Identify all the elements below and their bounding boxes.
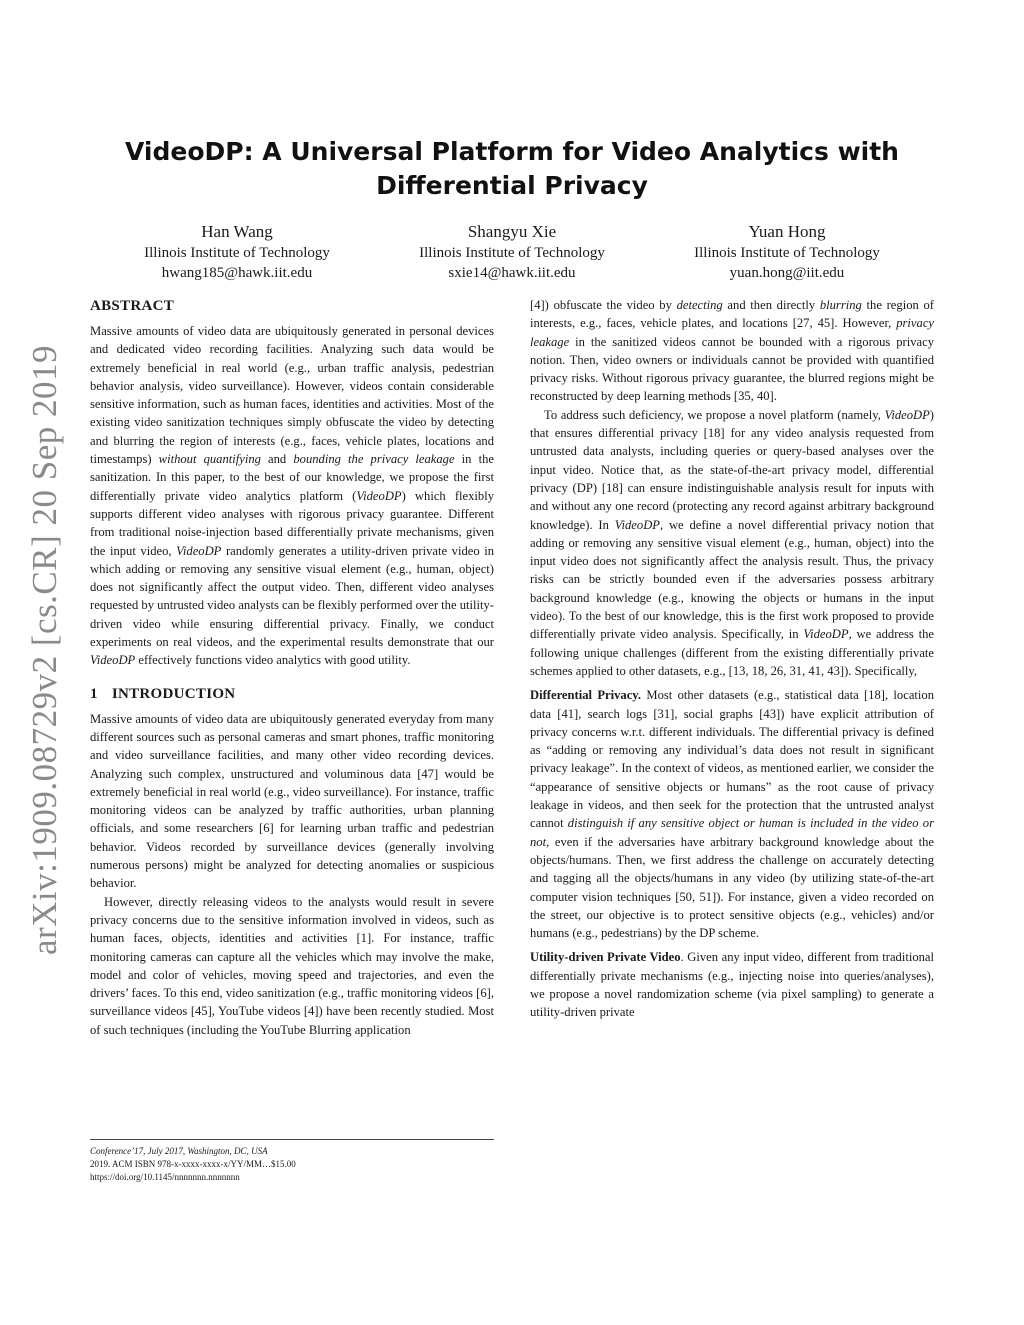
footnote — [90, 1145, 494, 1184]
right-column — [530, 296, 934, 1022]
abstract-paragraph: Massive amounts of video data are ubiquitously generated in personal devices and dedicated video recording facilities. Analyzing such data would be extremely beneficial in real world (e.g., urban traffic analysis, pedestrian behavior analysis, video surveillance). However, videos contain considerable sensitive information, such as human faces, identities and activities. Most of the existing video sanitization techniques simply obfuscate the video by detecting and blurring the region of interests (e.g., faces, vehicle plates, locations and timestamps) without quantifying and bounding the privacy leakage in the sanitization. In this paper, to the best of our knowledge, we propose the first differentially private video analytics platform (VideoDP) which flexibly supports different video analyses with rigorous privacy guarantee. Different from traditional noise-injection based differentially private mechanisms, given the input video, VideoDP randomly generates a utility-driven private video in which adding or removing any sensitive visual element (e.g., human, object) does not significantly affect the output video. Then, different video analyses requested by untrusted video analysts can be flexibly performed over the utility-driven video while ensuring differential privacy. Finally, we conduct experiments on real videos, and the experimental results demonstrate that our VideoDP effectively functions video analytics with good utility. — [90, 324, 494, 668]
author-1 — [107, 221, 367, 283]
author-email: sxie14@hawk.iit.edu — [448, 265, 576, 281]
section-title: INTRODUCTION — [111, 685, 236, 702]
author-name: Yuan Hong — [748, 222, 826, 241]
author-email: hwang185@hawk.iit.edu — [161, 265, 313, 281]
author-name: Han Wang — [201, 222, 273, 241]
differential-privacy-paragraph: Differential Privacy. Most other datasets (e.g., statistical data [18], location data [41], search logs [31], social graphs [43]) have explicit attribution of privacy concerns w.r.t. different individuals. The differential privacy is defined as “adding or removing any individual’s data does not result in significant privacy leakage”. In the context of videos, as mentioned earlier, we consider the “appearance of sensitive objects or humans” as the root cause of privacy leakage in videos, and then seek for the protection that the untrusted analyst cannot distinguish if any sensitive object or human is included in the video or not, even if the adversaries have arbitrary background knowledge about the objects/humans. Then, we first address the challenge on accurately detecting and tagging all the objects/humans in any video (by utilizing state-of-the-art computer vision techniques [50, 51]). For instance, given a video recorded on the street, our objective is to protect sensitive objects (e.g., vehicles) and/or humans (e.g., pedestrians) by the DP scheme. — [530, 688, 934, 941]
footnote-divider — [90, 1139, 494, 1140]
author-affiliation: Illinois Institute of Technology — [694, 245, 880, 261]
author-3 — [657, 221, 917, 283]
author-email: yuan.hong@iit.edu — [729, 265, 845, 281]
arxiv-stamp-text: arXiv:1909.08729v2 [cs.CR] 20 Sep 2019 — [25, 344, 64, 956]
section-number: 1 — [90, 685, 98, 702]
intro-paragraph-1: Massive amounts of video data are ubiquitously generated everyday from many different sources such as personal cameras and smart phones, traffic monitoring and video surveillance facilities, and many other video recording devices. Analyzing such complex, unstructured and voluminous data [47] would be extremely beneficial in real world (e.g., video surveillance). For instance, traffic monitoring videos can be analyzed by traffic authorities, urban planning officials, and some researchers [6] for learning urban traffic and pedestrian behavior. Videos recorded by surveillance devices (generally involving numerous persons) might be analyzed for detecting anomalies or suspicious behavior. — [90, 711, 494, 891]
left-column — [90, 296, 494, 1039]
author-affiliation: Illinois Institute of Technology — [419, 245, 605, 261]
author-name: Shangyu Xie — [467, 222, 557, 241]
intro-paragraph-2: However, directly releasing videos to the analysts would result in severe privacy concerns due to the sensitive information involved in videos, such as human faces, objects, identities and activities [1]. For instance, traffic monitoring cameras can capture all the vehicles which may involve the make, model and color of vehicles, moving speed and trajectories, and even the drivers’ faces. To this end, video sanitization (e.g., traffic monitoring videos [6], surveillance videos [45], YouTube videos [4]) have been recently studied. Most of such techniques (including the YouTube Blurring application — [90, 894, 494, 1037]
abstract-heading: ABSTRACT — [90, 298, 175, 314]
author-2 — [382, 221, 642, 283]
footnote-doi: https://doi.org/10.1145/nnnnnnn.nnnnnnn — [90, 1172, 240, 1182]
footnote-isbn: 2019. ACM ISBN 978-x-xxxx-xxxx-x/YY/MM…$15.00 — [90, 1159, 296, 1169]
utility-driven-paragraph: Utility-driven Private Video. Given any input video, different from traditional differentially private mechanisms (e.g., injecting noise into queries/analyses), we propose a novel randomization scheme (via pixel sampling) to generate a utility-driven private — [530, 950, 935, 1020]
footnote-venue: Conference’17, July 2017, Washington, DC, USA — [90, 1146, 268, 1156]
paragraph-title: Differential Privacy. — [530, 688, 642, 703]
arxiv-stamp — [10, 344, 80, 956]
body-paragraph-2: To address such deficiency, we propose a novel platform (namely, VideoDP) that ensures differential privacy [18] for any video analysis requested from untrusted data analysts, including queries or query-based analyses over the input video. Notice that, as the state-of-the-art privacy model, differential privacy (DP) [18] can ensure indistinguishable analysis result for inputs with and without any one record (protecting any record against arbitrary background knowledge). In VideoDP, we define a novel differential privacy notion that adding or removing any sensitive visual element (e.g., human, object) into the input video does not significantly affect the analysis result. Thus, the privacy risks can be strictly bounded even if the adversaries possess arbitrary background knowledge (e.g., knowing the objects or humans in the input video). To the best of our knowledge, this is the first work proposed to provide differentially private video analysis. Specifically, in VideoDP, we address the following unique challenges (different from the existing differentially private schemes applied to other datasets, e.g., [13, 18, 26, 31, 41, 43]). Specifically, — [530, 407, 934, 678]
author-affiliation: Illinois Institute of Technology — [144, 245, 330, 261]
paper-title: VideoDP: A Universal Platform for Video Analytics with Differential Privacy — [125, 137, 899, 200]
author-block — [90, 221, 934, 285]
intro-heading — [90, 684, 494, 704]
body-paragraph-1: [4]) obfuscate the video by detecting and then directly blurring the region of interests, e.g., faces, vehicle plates, and locations [27, 45]. However, privacy leakage in the sanitized videos cannot be bounded with a rigorous privacy notion. Then, video owners or individuals cannot be provided with quantified privacy risks. Without rigorous privacy guarantee, the blurred regions might be reconstructed by deep learning methods [35, 40]. — [530, 298, 934, 404]
paragraph-title: Utility-driven Private Video — [530, 950, 681, 965]
